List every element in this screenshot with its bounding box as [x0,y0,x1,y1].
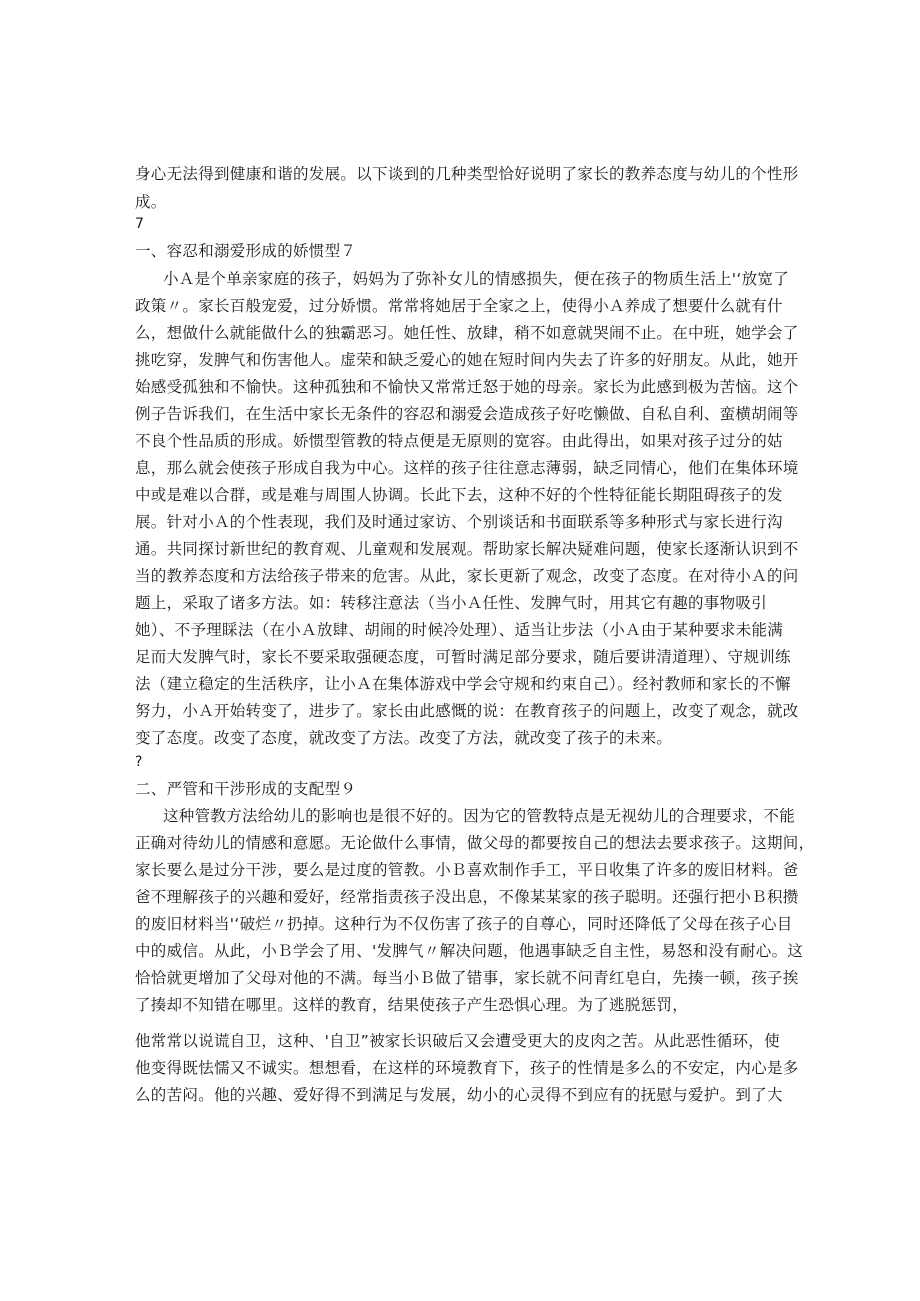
paragraph-line: 她）、不予理睬法（在小Ａ放肆、胡闹的时候冷处理）、适当让步法（小Ａ由于某种要求未能满 [135,621,784,639]
paragraph-line: 么，想做什么就能做什么的独霸恶习。她任性、放肆，稍不如意就哭闹不止。在中班，她学会了 [135,324,799,342]
paragraph-line: 他变得既怯懦又不诚实。想想看，在这样的环境教育下，孩子的性情是多么的不安定，内心是多 [135,1059,799,1077]
paragraph-line: 息，那么就会使孩子形成自我为中心。这样的孩子往往意志薄弱，缺乏同情心，他们在集体环境 [135,459,799,477]
paragraph-line: 例子告诉我们，在生活中家长无条件的容忍和溺爱会造成孩子好吃懒做、自私自利、蛮横胡闹等 [135,405,799,423]
page-marker: ? [135,754,143,770]
intro-line: 成。 [135,193,167,211]
section-heading: 一、容忍和溺爱形成的娇惯型７ [135,242,357,260]
paragraph-line: 家长要么是过分干涉，要么是过度的管教。小Ｂ喜欢制作手工，平日收集了许多的废旧材料。爸 [135,861,799,879]
paragraph-line: 展。针对小Ａ的个性表现，我们及时通过家访、个别谈话和书面联系等多种形式与家长进行沟 [135,513,783,531]
paragraph-line: 这种管教方法给幼儿的影响也是很不好的。因为它的管教特点是无视幼儿的合理要求，不能 [163,807,796,825]
paragraph-line: 正确对待幼儿的情感和意愿。无论做什么事情，做父母的都要按自己的想法去要求孩子。这期间， [135,834,815,852]
paragraph-line: 么的苦闷。他的兴趣、爱好得不到满足与发展，幼小的心灵得不到应有的抚慰与爱护。到了大 [135,1086,783,1104]
paragraph-line: 努力，小Ａ开始转变了，进步了。家长由此感慨的说：在教育孩子的问题上，改变了观念，就改 [135,702,799,720]
paragraph-line: 足而大发脾气时，家长不要采取强硬态度，可暂时满足部分要求，随后要讲清道理）、守规训练 [135,648,791,666]
paragraph-line: 他常常以说谎自卫，这种、'自卫”被家长识破后又会遭受更大的皮肉之苦。从此恶性循环，使 [135,1032,780,1050]
paragraph-line: 的废旧材料当'‘破烂〃扔掉。这种行为不仅伤害了孩子的自尊心，同时还降低了父母在孩子心目 [135,915,793,933]
paragraph-line: 通。共同探讨新世纪的教育观、儿童观和发展观。帮助家长解决疑难问题，使家长逐渐认识到不 [135,540,799,558]
paragraph-line: 了揍却不知错在哪里。这样的教育，结果使孩子产生恐惧心理。为了逃脱惩罚， [135,996,689,1014]
paragraph-line: 政策〃。家长百般宠爱，过分娇惯。常常将她居于全家之上，使得小Ａ养成了想要什么就有什 [135,297,783,315]
paragraph-line: 爸不理解孩子的兴趣和爱好，经常指责孩子没出息，不像某某家的孩子聪明。还强行把小Ｂ积攒 [135,888,799,906]
section-heading: 二、严管和干涉形成的支配型９ [135,780,357,798]
paragraph-line: 小Ａ是个单亲家庭的孩子，妈妈为了弥补女儿的情感损失，便在孩子的物质生活上'‘放宽了 [163,270,789,288]
paragraph-line: 法（建立稳定的生活秩序，让小Ａ在集体游戏中学会守规和约束自己）。经衬教师和家长的不懈 [135,675,791,693]
paragraph-line: 题上，采取了诸多方法。如：转移注意法（当小Ａ任性、发脾气时，用其它有趣的事物吸引 [135,594,768,612]
paragraph-line: 始感受孤独和不愉快。这种孤独和不愉快又常常迁怒于她的母亲。家长为此感到极为苦恼。这个 [135,378,799,396]
paragraph-line: 当的教养态度和方法给孩子带来的危害。从此，家长更新了观念，改变了态度。在对待小Ａ的问 [135,567,799,585]
intro-line: 身心无法得到健康和谐的发展。以下谈到的几种类型恰好说明了家长的教养态度与幼儿的个性形 [135,165,799,183]
paragraph-line: 中的威信。从此，小Ｂ学会了用、'发脾气〃解决问题，他遇事缺乏自主性，易怒和没有耐心。这 [135,942,804,960]
page-marker: 7 [135,216,145,232]
paragraph-line: 中或是难以合群，或是难与周围人协调。长此下去，这种不好的个性特征能长期阻碍孩子的发 [135,486,783,504]
paragraph-line: 不良个性品质的形成。娇惯型管教的特点便是无原则的宽容。由此得出，如果对孩子过分的姑 [135,432,783,450]
paragraph-line: 变了态度。改变了态度，就改变了方法。改变了方法，就改变了孩子的未来。 [135,729,673,747]
paragraph-line: 挑吃穿，发脾气和伤害他人。虚荣和缺乏爱心的她在短时间内失去了许多的好朋友。从此，她开 [135,351,799,369]
paragraph-line: 恰恰就更增加了父母对他的不满。每当小Ｂ做了错事，家长就不问青红皂白，先揍一顿，孩子挨 [135,969,799,987]
